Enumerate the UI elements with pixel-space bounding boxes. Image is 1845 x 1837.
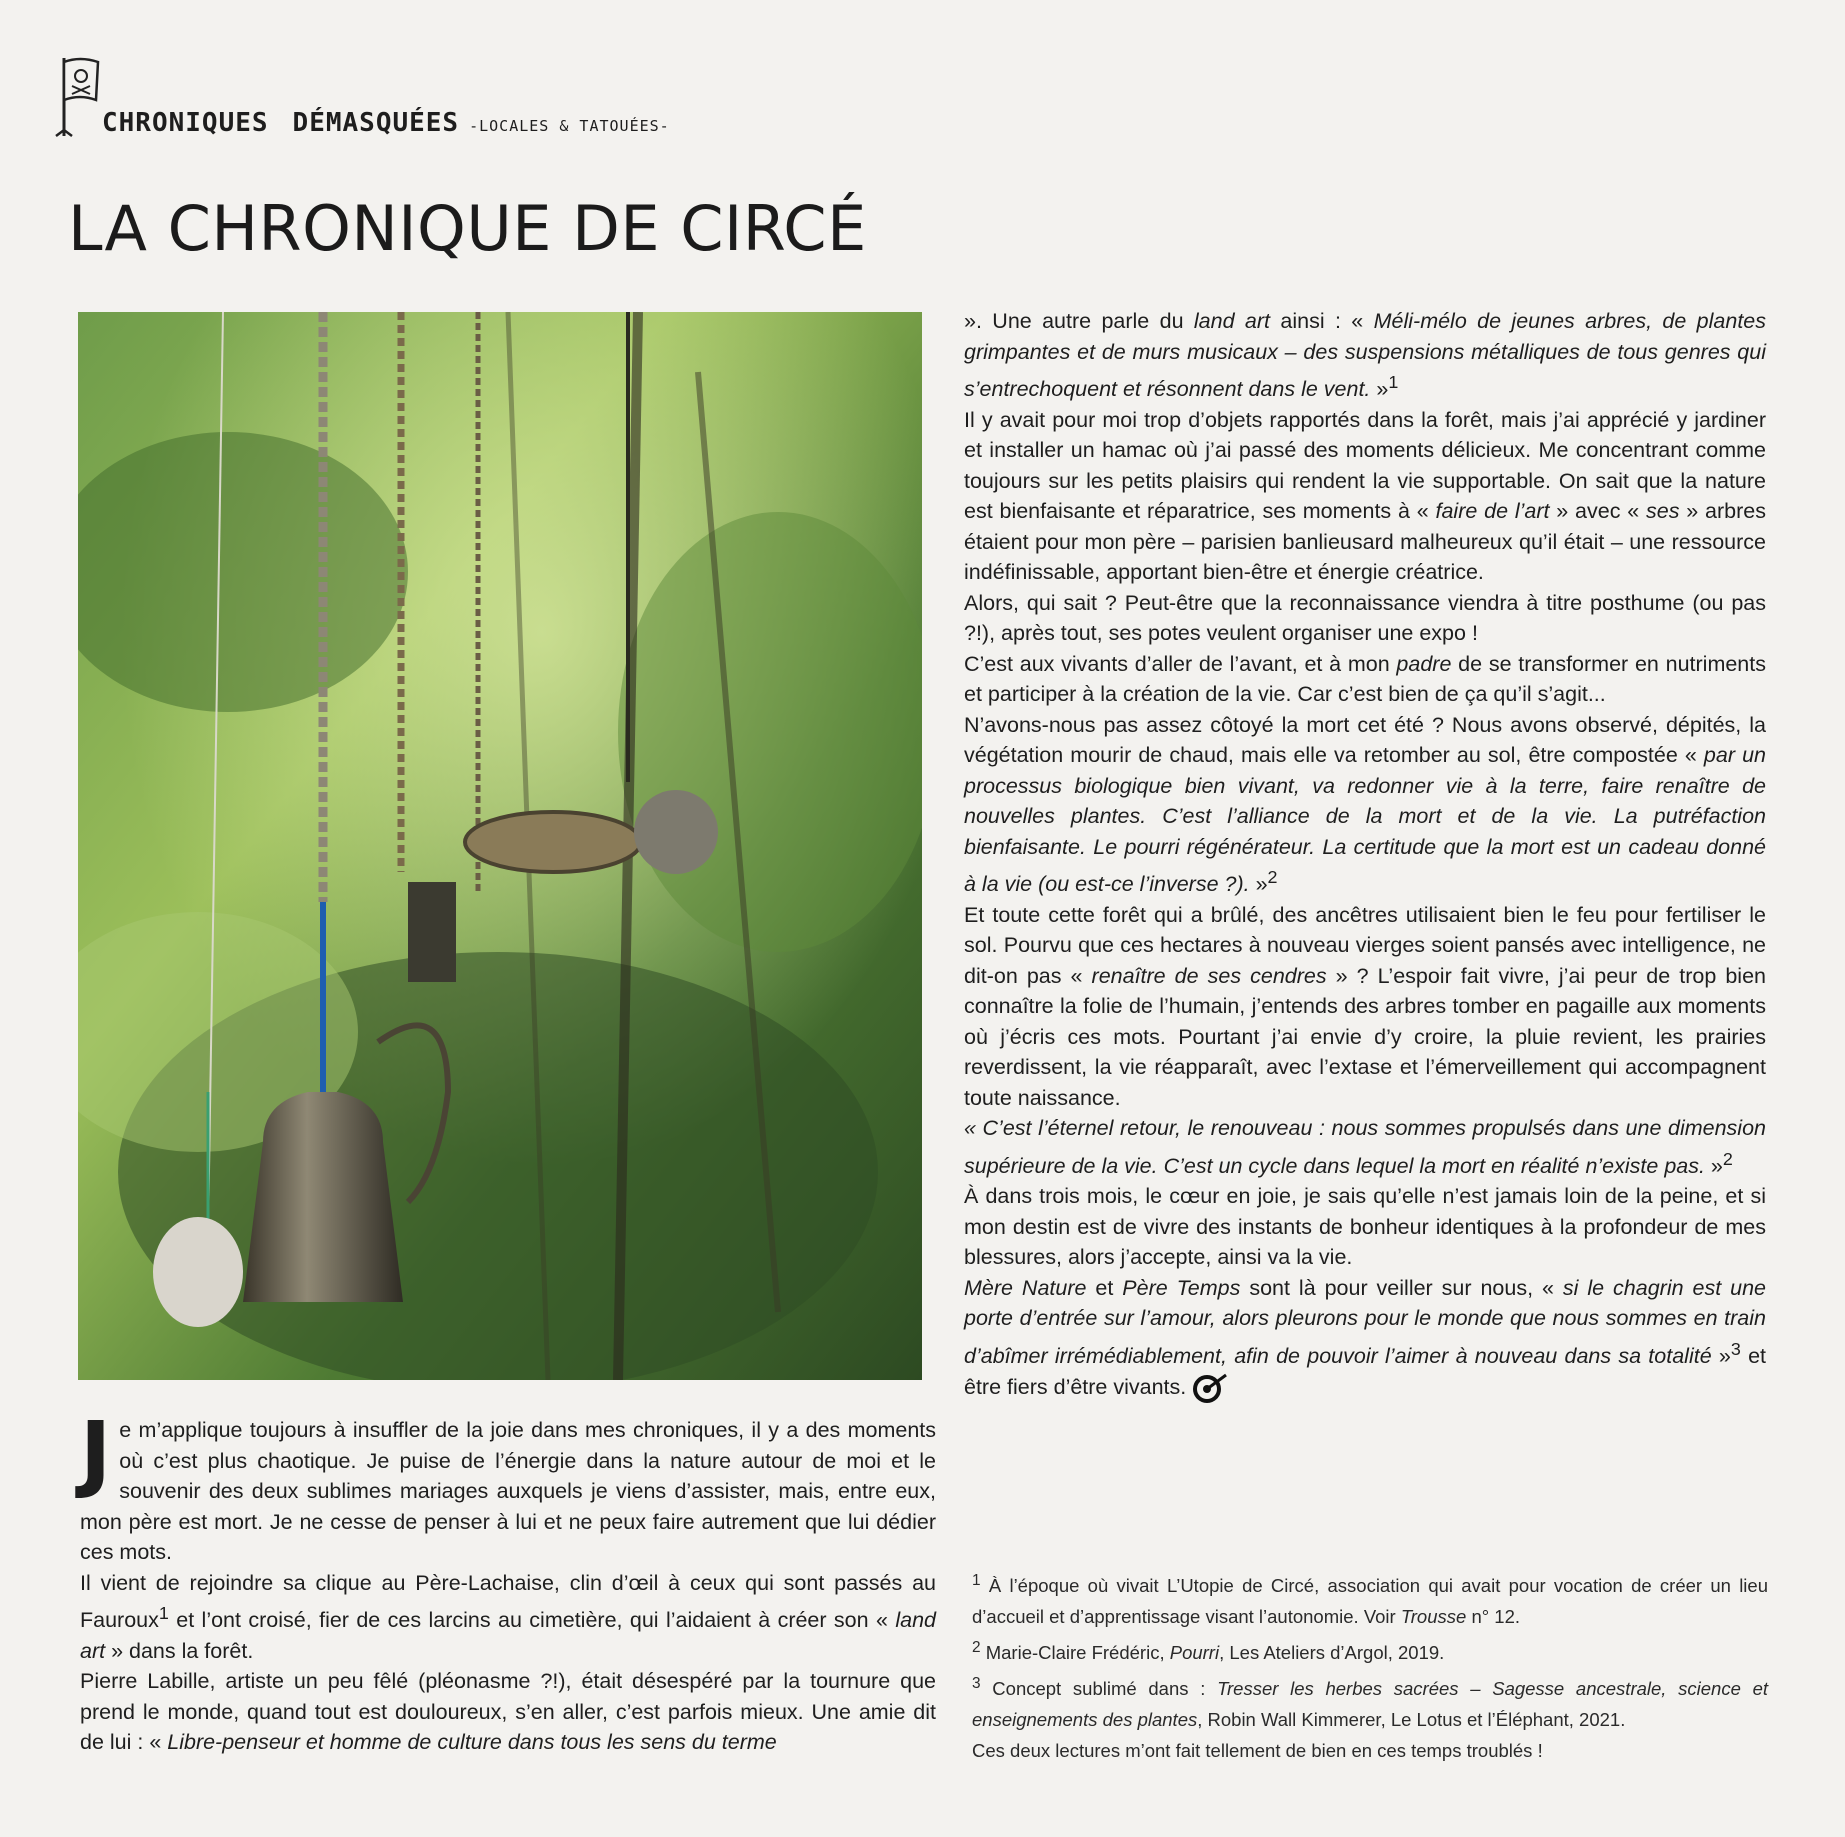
p4-text-c: » arbres étaient pour mon père – parisien banlieusard malheureux qu’il était – une ressource indéfinissable, apportant bien-être et énergie créatrice. [964, 499, 1766, 585]
footnotes [972, 1565, 1768, 1766]
p11 [964, 1273, 1766, 1403]
p6-text-a: C’est aux vivants d’aller de l’avant, et à mon [964, 651, 1397, 676]
footnote-ref-2: 2 [1267, 867, 1278, 888]
p3-italic-2: land art [1193, 309, 1271, 333]
p4 [964, 405, 1766, 588]
p6-italic: padre [1396, 651, 1452, 676]
footnote-3-text-b: , Robin Wall Kimmerer, Le Lotus et l’Éléphant, 2021. [1197, 1709, 1626, 1731]
footnote-ref-1b: 1 [1388, 372, 1399, 392]
p3-text-a: Pierre Labille, artiste un peu fêlé (pléonasme ?!), était désespéré par la tournure que prend le monde, quand tout est douloureux, s’en aller, c’est parfois mieux. Une amie dit de lui : « [80, 1669, 936, 1755]
p4-italic: faire de l’art [1435, 499, 1550, 524]
p11-text-c: » [1711, 1344, 1731, 1369]
footnote-ref-2b: 2 [1722, 1148, 1733, 1169]
p11-italic-3: si le chagrin est une porte d’entrée sur l’amour, alors pleurons pour le monde que nous sommes en train d’abîmer irrémédiablement, afin de pouvoir l’aimer à nouveau dans sa totalité [964, 1275, 1766, 1369]
p3-text-b: ». Une autre parle du [964, 309, 1194, 333]
p6 [964, 649, 1766, 710]
p7-text-a: N’avons-nous pas assez côtoyé la mort cet été ? Nous avons observé, dépités, la végétation mourir de chaud, mais elle va retomber au sol, être compostée « [964, 712, 1766, 768]
intro-paragraph [80, 1403, 936, 1568]
footnote-1-text-a: À l’époque où vivait L’Utopie de Circé, association qui avait pour vocation de créer un lieu d’accueil et d’apprentissage visant l’autonomie. Voir [972, 1575, 1768, 1628]
section-header [52, 52, 752, 152]
p7 [964, 710, 1766, 900]
footnote-2-number: 2 [972, 1639, 981, 1657]
section-kicker [102, 108, 670, 138]
p7-italic: par un processus biologique bien vivant, va redonner vie à la terre, faire renaître de nouvelles plantes. C’est l’alliance de la mort et de la vie. La putréfaction bienfaisante. Le pourri régénérateur. La certitude que la mort est un cadeau donné à la vie (ou est-ce l’inverse ?). [964, 743, 1767, 897]
footnote-3-italic: Tresser les herbes sacrées – Sagesse ancestrale, science et enseignements des plantes [972, 1678, 1769, 1731]
p2 [80, 1568, 936, 1667]
footnote-2 [972, 1632, 1768, 1668]
drop-cap: J [80, 1403, 112, 1501]
footnote-closing: Ces deux lectures m’ont fait tellement de bien en ces temps troublés ! [972, 1740, 1543, 1762]
p11-italic: Mère Nature [964, 1275, 1087, 1300]
p8-text-a: Et toute cette forêt qui a brûlé, des ancêtres utilisaient bien le feu pour fertiliser le sol. Pourvu que ces hectares à nouveau vierges soient pansés avec intelligence, ne dit-on pas « [964, 902, 1766, 988]
p8-italic: renaître de ses cendres [1091, 963, 1327, 988]
footnote-2-text-b: , Les Ateliers d’Argol, 2019. [1219, 1642, 1445, 1664]
p2-text-a: Il vient de rejoindre sa clique au Père-Lachaise, clin d’œil à ceux qui sont passés au Fauroux [80, 1570, 936, 1633]
p9 [964, 1113, 1766, 1181]
p11-text-b: sont là pour veiller sur nous, « [1240, 1275, 1563, 1300]
footnote-3-number: 3 [972, 1675, 981, 1693]
p3-italic-3: Méli-mélo de jeunes arbres, de plantes grimpantes et de murs musicaux – des suspensions métalliques de tous genres qui s’entrechoquent et résonnent dans le vent. [964, 309, 1767, 402]
footnote-2-text-a: Marie-Claire Frédéric, [980, 1642, 1170, 1664]
p10: À dans trois mois, le cœur en joie, je sais qu’elle n’est jamais loin de la peine, et si mon destin est de vivre des instants de bonheur identiques à la profondeur de mes blessures, alors j’accepte, ainsi va la vie. [964, 1184, 1766, 1270]
p4-text-b: » avec « [1549, 499, 1646, 524]
body-column-left [80, 1403, 936, 1758]
p8-text-b: » ? L’espoir fait vivre, j’ai peur de trop bien connaître la folie de l’humain, j’entends des arbres tomber en pagaille aux moments où j’écris ces mots. Pourtant j’ai envie d’y croire, la pluie revient, les prairies reverdissent, la vie réapparaît, avec l’extase et l’émerveillement qui accompagnent toute naissance. [964, 963, 1766, 1110]
end-mark-icon [1192, 1373, 1228, 1403]
p6-text-b: de se transformer en nutriments et participer à la création de la vie. Car c’est bien de ça qu’il s’agit... [964, 651, 1766, 707]
footnote-1-text-b: n° 12. [1466, 1606, 1520, 1628]
p2-italic: land art [80, 1608, 936, 1663]
footnote-3 [972, 1668, 1768, 1735]
article-title: LA CHRONIQUE DE CIRCÉ [68, 192, 867, 265]
p3-cont [964, 306, 1766, 405]
p3 [80, 1666, 936, 1758]
p9-text-b: » [1704, 1153, 1723, 1178]
p9-italic: « C’est l’éternel retour, le renouveau : nous sommes propulsés dans une dimension supérieure de la vie. C’est un cycle dans lequel la mort en réalité n’existe pas. [964, 1116, 1766, 1178]
kicker-chroniques: CHRONIQUES [102, 108, 269, 138]
footnote-1-number: 1 [972, 1572, 981, 1589]
footnote-3-text-a: Concept sublimé dans : [980, 1678, 1218, 1700]
footnote-2-italic: Pourri [1169, 1642, 1220, 1664]
forest-hanging-bells-photo [78, 312, 922, 1380]
p3-text-d: » [1370, 377, 1389, 402]
p7-text-b: » [1249, 872, 1268, 897]
p11-italic-2: Père Temps [1122, 1275, 1241, 1300]
p3-italic: Libre-penseur et homme de culture dans tous les sens du terme [167, 1730, 777, 1755]
p4-text: Il y avait pour moi trop d’objets rapportés dans la forêt, mais j’ai apprécié y jardiner et installer un hamac où j’ai passé des moments délicieux. Me concentrant comme toujours sur les petits plaisirs qui rendent la vie supportable. On sait que la nature est bienfaisante et réparatrice, ses moments à « [964, 407, 1766, 524]
footnote-ref-3: 3 [1730, 1338, 1741, 1359]
p2-text-c: » dans la forêt. [105, 1638, 254, 1663]
p5: Alors, qui sait ? Peut-être que la reconnaissance viendra à titre posthume (ou pas ?!), après tout, ses potes veulent organiser une expo ! [964, 590, 1766, 646]
p3-text-c: ainsi : « [1270, 309, 1374, 333]
footnote-ref-1: 1 [158, 1603, 169, 1623]
pirate-flag-icon [52, 52, 106, 144]
footnote-1-italic: Trousse [1400, 1606, 1467, 1628]
p11-text-d: et être fiers d’être vivants. [964, 1344, 1766, 1399]
p1-text: e m’applique toujours à insuffler de la joie dans mes chroniques, il y a des moments où c’est plus chaotique. Je puise de l’énergie dans la nature autour de moi et le souvenir des deux sublimes mariages auxquels je viens d’assister, mais, entre eux, mon père est mort. Je ne cesse de penser à lui et ne peux faire autrement que lui dédier ces mots. [80, 1418, 936, 1564]
kicker-locales: -LOCALES & TATOUÉES- [469, 117, 670, 135]
p8 [964, 900, 1766, 1114]
p11-text-a: et [1086, 1275, 1123, 1300]
footnote-1 [972, 1565, 1768, 1632]
body-column-right [964, 306, 1766, 1403]
p2-text-b: et l’ont croisé, fier de ces larcins au cimetière, qui l’aidaient à créer son « [168, 1608, 896, 1633]
kicker-demasquees: DÉMASQUÉES [292, 108, 460, 138]
p4-italic-2: ses [1646, 499, 1680, 524]
